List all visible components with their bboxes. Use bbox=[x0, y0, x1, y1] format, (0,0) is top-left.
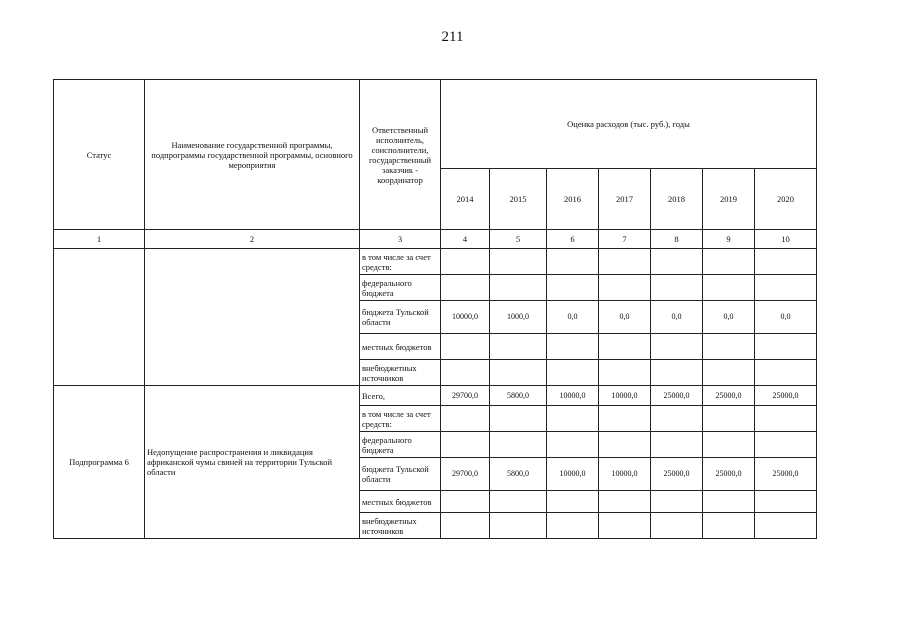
cost-value bbox=[490, 406, 547, 432]
cost-value bbox=[599, 491, 651, 513]
cost-value: 25000,0 bbox=[651, 458, 703, 491]
cost-value bbox=[547, 334, 599, 360]
cost-value bbox=[755, 432, 817, 458]
cost-value bbox=[490, 275, 547, 301]
table-row bbox=[54, 249, 817, 275]
cost-value: 29700,0 bbox=[441, 386, 490, 406]
cost-value bbox=[755, 360, 817, 386]
cost-value bbox=[703, 491, 755, 513]
cost-value bbox=[651, 275, 703, 301]
funding-source-label: бюджета Тульской области bbox=[360, 301, 441, 334]
cost-value: 10000,0 bbox=[547, 458, 599, 491]
cost-value: 25000,0 bbox=[703, 386, 755, 406]
cost-value bbox=[703, 249, 755, 275]
cost-value bbox=[599, 249, 651, 275]
cost-value bbox=[599, 432, 651, 458]
cost-value: 25000,0 bbox=[755, 386, 817, 406]
cost-value: 1000,0 bbox=[490, 301, 547, 334]
column-number: 7 bbox=[599, 230, 651, 249]
cost-value bbox=[651, 360, 703, 386]
cost-value: 5800,0 bbox=[490, 386, 547, 406]
cost-value bbox=[441, 513, 490, 539]
cost-value bbox=[490, 360, 547, 386]
header-year: 2020 bbox=[755, 169, 817, 230]
cost-value bbox=[703, 360, 755, 386]
page-number: 211 bbox=[441, 29, 464, 45]
cost-value: 0,0 bbox=[599, 301, 651, 334]
header-year: 2018 bbox=[651, 169, 703, 230]
funding-source-label: внебюджетных источников bbox=[360, 360, 441, 386]
header-year: 2016 bbox=[547, 169, 599, 230]
funding-source-label: Всего, bbox=[360, 386, 441, 406]
cost-value bbox=[599, 334, 651, 360]
funding-source-label: бюджета Тульской области bbox=[360, 458, 441, 491]
cost-value bbox=[651, 432, 703, 458]
cost-value bbox=[651, 406, 703, 432]
cost-value bbox=[755, 249, 817, 275]
cost-value bbox=[755, 275, 817, 301]
cost-value bbox=[755, 406, 817, 432]
cost-value bbox=[490, 249, 547, 275]
cost-value bbox=[703, 334, 755, 360]
cost-value: 25000,0 bbox=[651, 386, 703, 406]
cost-value: 10000,0 bbox=[599, 386, 651, 406]
row-status: Подпрограмма 6 bbox=[54, 386, 145, 539]
column-number: 5 bbox=[490, 230, 547, 249]
cost-value bbox=[441, 406, 490, 432]
cost-value: 10000,0 bbox=[547, 386, 599, 406]
header-status: Статус bbox=[54, 80, 145, 230]
row-status bbox=[54, 249, 145, 386]
column-number: 8 bbox=[651, 230, 703, 249]
cost-value bbox=[651, 249, 703, 275]
cost-value: 5800,0 bbox=[490, 458, 547, 491]
header-year: 2019 bbox=[703, 169, 755, 230]
column-number: 4 bbox=[441, 230, 490, 249]
cost-value bbox=[599, 275, 651, 301]
expenditure-table bbox=[53, 79, 817, 539]
cost-value bbox=[703, 275, 755, 301]
cost-value: 0,0 bbox=[651, 301, 703, 334]
row-name: Недопущение распространения и ликвидация африканской чумы свиней на территории Тульской области bbox=[145, 386, 360, 539]
funding-source-label: в том числе за счет средств: bbox=[360, 406, 441, 432]
table-row bbox=[54, 386, 817, 406]
cost-value bbox=[755, 491, 817, 513]
cost-value bbox=[651, 491, 703, 513]
cost-value: 10000,0 bbox=[441, 301, 490, 334]
cost-value: 0,0 bbox=[547, 301, 599, 334]
header-year: 2017 bbox=[599, 169, 651, 230]
cost-value bbox=[703, 406, 755, 432]
header-costs: Оценка расходов (тыс. руб.), годы bbox=[441, 80, 817, 169]
funding-source-label: федерального бюджета bbox=[360, 432, 441, 458]
funding-source-label: местных бюджетов bbox=[360, 491, 441, 513]
column-number: 2 bbox=[145, 230, 360, 249]
cost-value bbox=[547, 249, 599, 275]
cost-value bbox=[490, 491, 547, 513]
cost-value bbox=[547, 406, 599, 432]
cost-value bbox=[441, 275, 490, 301]
column-number: 6 bbox=[547, 230, 599, 249]
cost-value bbox=[547, 432, 599, 458]
cost-value bbox=[441, 249, 490, 275]
header-name: Наименование государственной программы, подпрограммы государственной программы, основного мероприятия bbox=[145, 80, 360, 230]
cost-value: 29700,0 bbox=[441, 458, 490, 491]
funding-source-label: местных бюджетов bbox=[360, 334, 441, 360]
funding-source-label: в том числе за счет средств: bbox=[360, 249, 441, 275]
cost-value bbox=[441, 360, 490, 386]
cost-value: 0,0 bbox=[703, 301, 755, 334]
cost-value bbox=[490, 334, 547, 360]
row-name bbox=[145, 249, 360, 386]
header-year: 2014 bbox=[441, 169, 490, 230]
cost-value bbox=[755, 334, 817, 360]
cost-value bbox=[441, 432, 490, 458]
funding-source-label: федерального бюджета bbox=[360, 275, 441, 301]
cost-value bbox=[547, 360, 599, 386]
column-number: 3 bbox=[360, 230, 441, 249]
cost-value bbox=[547, 491, 599, 513]
cost-value bbox=[547, 275, 599, 301]
cost-value bbox=[599, 513, 651, 539]
cost-value bbox=[651, 334, 703, 360]
funding-source-label: внебюджетных источников bbox=[360, 513, 441, 539]
column-number: 10 bbox=[755, 230, 817, 249]
cost-value bbox=[755, 513, 817, 539]
cost-value bbox=[441, 491, 490, 513]
cost-value bbox=[703, 432, 755, 458]
cost-value: 25000,0 bbox=[703, 458, 755, 491]
cost-value bbox=[547, 513, 599, 539]
cost-value bbox=[651, 513, 703, 539]
cost-value bbox=[490, 513, 547, 539]
cost-value bbox=[703, 513, 755, 539]
column-number: 1 bbox=[54, 230, 145, 249]
cost-value bbox=[599, 406, 651, 432]
cost-value: 25000,0 bbox=[755, 458, 817, 491]
cost-value bbox=[490, 432, 547, 458]
cost-value bbox=[441, 334, 490, 360]
cost-value: 10000,0 bbox=[599, 458, 651, 491]
cost-value bbox=[599, 360, 651, 386]
cost-value: 0,0 bbox=[755, 301, 817, 334]
header-year: 2015 bbox=[490, 169, 547, 230]
column-number: 9 bbox=[703, 230, 755, 249]
header-executor: Ответственный исполнитель, соисполнители, государственный заказчик - координатор bbox=[360, 80, 441, 230]
